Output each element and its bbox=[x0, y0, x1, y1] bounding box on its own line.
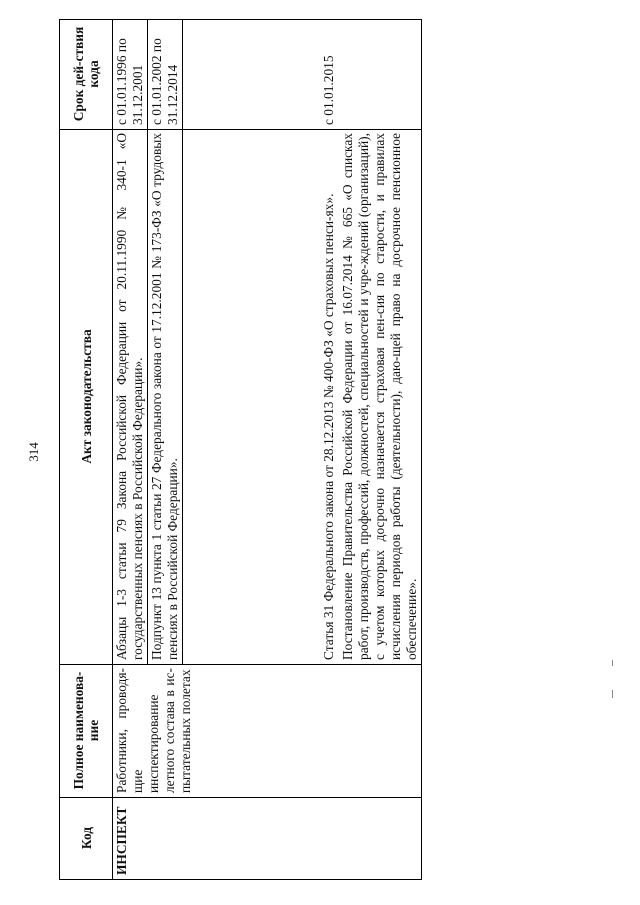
act-cell bbox=[113, 130, 148, 665]
act-cell bbox=[148, 130, 183, 665]
term-cell: с 01.01.1996 по 31.12.2001 bbox=[113, 20, 148, 130]
header-code: Код bbox=[60, 798, 113, 880]
rotated-page-content bbox=[59, 20, 444, 880]
act-text: Статья 31 Федерального закона от 28.12.2013 № 400-ФЗ «О страховых пенси-ях». bbox=[321, 193, 336, 660]
scan-mark bbox=[612, 690, 613, 698]
row-full-name: Работники, проводя-щие инспектирование летного состава в ис-пытательных полетах bbox=[113, 665, 422, 798]
header-full-name: Полное наименова-ние bbox=[60, 665, 113, 798]
table-row bbox=[113, 20, 148, 880]
table-header-row bbox=[60, 20, 113, 880]
header-term: Срок дей-ствия кода bbox=[60, 20, 113, 130]
term-cell: с 01.01.2002 по 31.12.2014 bbox=[148, 20, 183, 130]
scan-mark bbox=[612, 660, 613, 666]
act-text: Абзацы 1-3 статьи 79 Закона Российской Федерации от 20.11.1990 № 340-1 «О государственных пенсиях в Российской Федерации». bbox=[114, 133, 145, 660]
act-text-2: Постановление Правительства Российской Федерации от 16.07.2014 № 665 «О списках работ, производств, профессий, должностей, специальностей и учре-ждений (организаций), с учетом которых досрочно назначается страховая пен-сия по старости, и правилах исчисления периодов работы (деятельности), даю-щей право на досрочное пенсионное обеспечение». bbox=[340, 133, 419, 660]
row-code: ИНСПЕКТ bbox=[113, 798, 422, 880]
term-value: с 01.01.2015 bbox=[321, 55, 336, 125]
page-number: 314 bbox=[26, 442, 41, 462]
act-text: Подпункт 13 пункта 1 статьи 27 Федерального закона от 17.12.2001 № 173-ФЗ «О трудовых пенсиях в Российской Федерации». bbox=[149, 133, 180, 660]
legislation-table bbox=[59, 19, 422, 880]
header-act: Акт законодательства bbox=[60, 130, 113, 665]
act-cell bbox=[183, 130, 422, 665]
term-cell bbox=[183, 20, 422, 130]
